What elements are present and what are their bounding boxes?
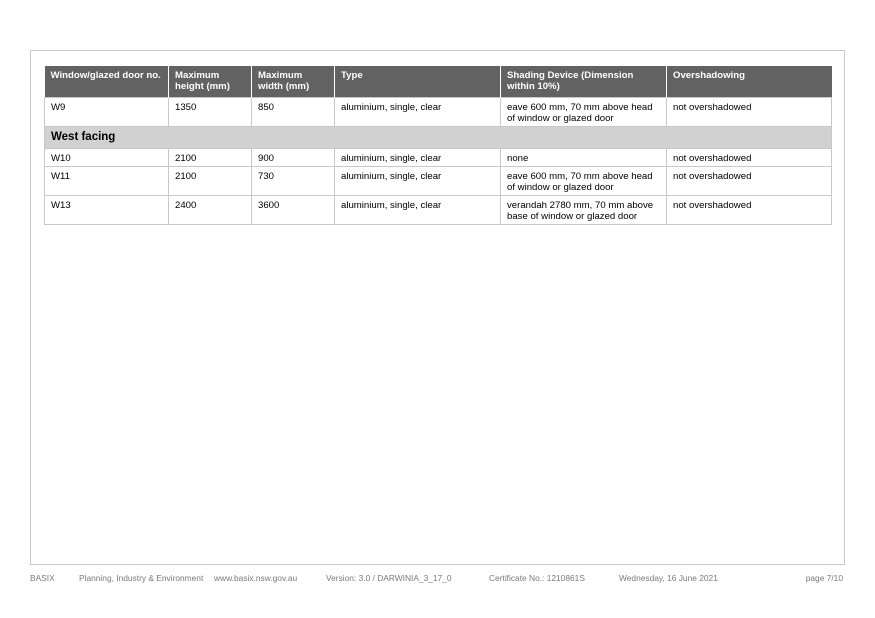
cell-shading-device: none [501, 148, 667, 166]
table-row [45, 148, 832, 166]
group-label: West facing [45, 126, 832, 148]
header-window-no: Window/glazed door no. [45, 66, 169, 97]
cell-window-no: W10 [45, 148, 169, 166]
header-max-width: Maximum width (mm) [252, 66, 335, 97]
footer-department: Planning, Industry & Environment [79, 573, 204, 583]
table-header-row [45, 66, 832, 97]
page-footer [30, 573, 845, 585]
footer-date: Wednesday, 16 June 2021 [619, 573, 718, 583]
cell-type: aluminium, single, clear [335, 97, 501, 126]
cell-type: aluminium, single, clear [335, 195, 501, 224]
cell-max-height: 2400 [169, 195, 252, 224]
cell-type: aluminium, single, clear [335, 148, 501, 166]
cell-shading-device: eave 600 mm, 70 mm above head of window or glazed door [501, 97, 667, 126]
cell-max-height: 1350 [169, 97, 252, 126]
cell-overshadowing: not overshadowed [667, 148, 832, 166]
cell-max-width: 900 [252, 148, 335, 166]
cell-max-height: 2100 [169, 148, 252, 166]
group-row-west-facing [45, 126, 832, 148]
cell-overshadowing: not overshadowed [667, 166, 832, 195]
cell-shading-device: eave 600 mm, 70 mm above head of window or glazed door [501, 166, 667, 195]
cell-shading-device: verandah 2780 mm, 70 mm above base of window or glazed door [501, 195, 667, 224]
table-row [45, 166, 832, 195]
glazing-table [44, 66, 832, 225]
footer-page-number: page 7/10 [805, 573, 843, 583]
header-shading-device: Shading Device (Dimension within 10%) [501, 66, 667, 97]
cell-overshadowing: not overshadowed [667, 195, 832, 224]
footer-version: Version: 3.0 / DARWINIA_3_17_0 [326, 573, 452, 583]
cell-max-width: 3600 [252, 195, 335, 224]
header-max-height: Maximum height (mm) [169, 66, 252, 97]
header-type: Type [335, 66, 501, 97]
table-row [45, 195, 832, 224]
cell-window-no: W13 [45, 195, 169, 224]
footer-website: www.basix.nsw.gov.au [214, 573, 298, 583]
cell-window-no: W9 [45, 97, 169, 126]
table-row [45, 97, 832, 126]
cell-overshadowing: not overshadowed [667, 97, 832, 126]
header-overshadowing: Overshadowing [667, 66, 832, 97]
cell-max-height: 2100 [169, 166, 252, 195]
footer-brand: BASIX [30, 573, 55, 583]
cell-max-width: 850 [252, 97, 335, 126]
footer-certificate: Certificate No.: 1210861S [489, 573, 585, 583]
cell-type: aluminium, single, clear [335, 166, 501, 195]
cell-window-no: W11 [45, 166, 169, 195]
cell-max-width: 730 [252, 166, 335, 195]
